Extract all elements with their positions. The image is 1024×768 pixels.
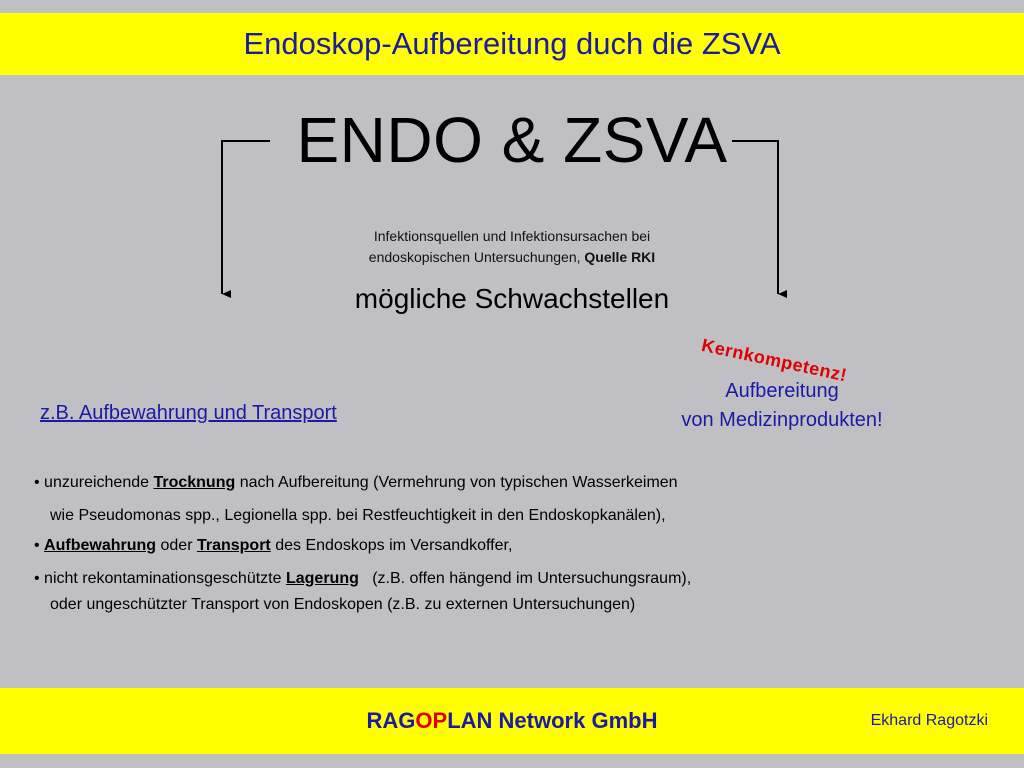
- subtitle-line-1: Infektionsquellen und Infektionsursachen bei: [373, 228, 651, 244]
- aufbereitung-note: [637, 377, 927, 435]
- company-part-1: RAG: [366, 708, 416, 733]
- company-part-3: LAN Network GmbH: [447, 708, 658, 733]
- keyword-transport: Transport: [196, 537, 271, 554]
- bullet-text: •: [34, 537, 45, 554]
- weak-points-heading: mögliche Schwachstellen: [354, 283, 670, 314]
- main-heading: ENDO & ZSVA: [296, 104, 728, 176]
- bullet-text: des Endoskops im Versandkoffer,: [270, 537, 513, 554]
- subtitle: [262, 226, 762, 268]
- example-heading: z.B. Aufbewahrung und Transport: [40, 402, 337, 424]
- subtitle-source: Quelle RKI: [584, 249, 656, 265]
- bullet-text: (z.B. offen hängend im Untersuchungsraum),: [358, 570, 692, 587]
- bullet-trocknung: [34, 474, 678, 492]
- author-name: Ekhard Ragotzki: [870, 712, 988, 729]
- aufbereitung-line-1: Aufbereitung: [725, 380, 839, 402]
- bullet-lagerung-cont: oder ungeschützter Transport von Endoskopen (z.B. zu externen Untersuchungen): [50, 596, 636, 613]
- company-part-2: OP: [415, 708, 448, 733]
- bullet-trocknung-cont: wie Pseudomonas spp., Legionella spp. bei Restfeuchtigkeit in den Endoskopkanälen),: [50, 507, 666, 524]
- aufbereitung-line-2: von Medizinprodukten!: [681, 409, 883, 431]
- keyword-lagerung: Lagerung: [285, 570, 359, 587]
- bullet-text: • nicht rekontaminationsgeschützte: [34, 570, 286, 587]
- keyword-aufbewahrung: Aufbewahrung: [44, 537, 157, 554]
- subtitle-line-2: [262, 247, 762, 268]
- bullet-text: • unzureichende: [34, 474, 154, 491]
- keyword-trocknung: Trocknung: [153, 474, 236, 491]
- kernkompetenz-label: Kernkompetenz!: [699, 335, 849, 386]
- subtitle-line-2-text: endoskopischen Untersuchungen,: [368, 249, 585, 265]
- slide-title: Endoskop-Aufbereitung duch die ZSVA: [243, 26, 781, 61]
- bullet-text: nach Aufbereitung (Vermehrung von typischen Wasserkeimen: [235, 474, 678, 491]
- bullet-lagerung: [34, 570, 691, 588]
- bullet-aufbewahrung: [34, 537, 512, 555]
- bullet-text: oder: [156, 537, 197, 554]
